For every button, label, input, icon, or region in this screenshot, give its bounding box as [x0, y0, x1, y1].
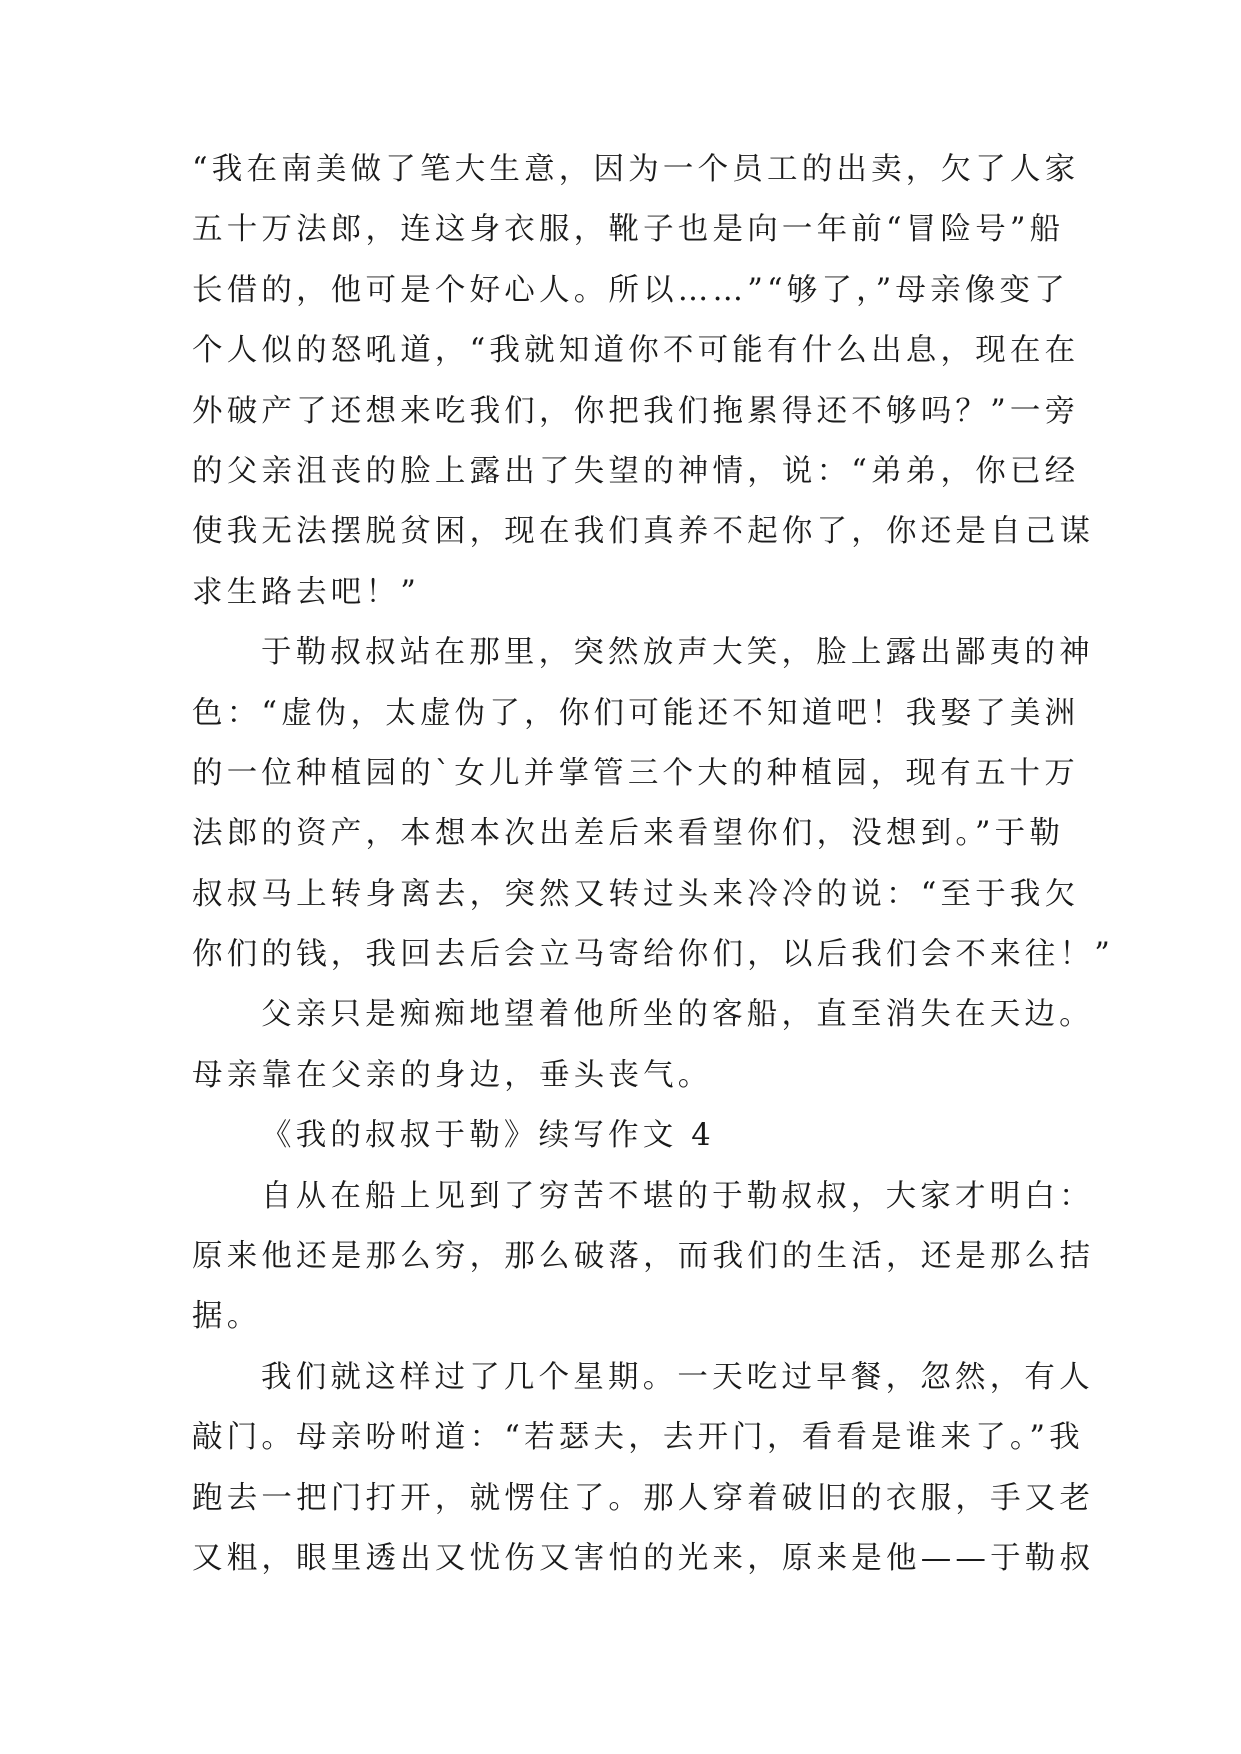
text-line: 敲门。母亲吩咐道：“若瑟夫，去开门，看看是谁来了。”我: [192, 1420, 1084, 1456]
text-line: 你们的钱，我回去后会立马寄给你们，以后我们会不来往！”: [192, 937, 1114, 973]
text-line: 母亲靠在父亲的身边，垂头丧气。: [192, 1057, 713, 1093]
text-line: 跑去一把门打开，就愣住了。那人穿着破旧的衣服，手又老: [192, 1480, 1095, 1516]
text-line: 的一位种植园的`女儿并掌管三个大的种植园，现有五十万: [192, 755, 1079, 791]
text-line: 长借的，他可是个好心人。所以……”“够了，”母亲像变了: [192, 272, 1069, 308]
text-line: 原来他还是那么穷，那么破落，而我们的生活，还是那么拮: [192, 1239, 1095, 1275]
paragraph-2: [192, 623, 1114, 985]
text-line: “我在南美做了笔大生意，因为一个员工的出卖，欠了人家: [192, 152, 1080, 187]
text-line: 外破产了还想来吃我们，你把我们拖累得还不够吗？”一旁: [192, 393, 1080, 429]
section-heading: [192, 1106, 1054, 1166]
text-line: 叔叔马上转身离去，突然又转过头来冷冷的说：“至于我欠: [192, 876, 1080, 912]
text-line: 父亲只是痴痴地望着他所坐的客船，直至消失在天边。: [261, 997, 1094, 1033]
text-line: 据。: [192, 1299, 262, 1335]
text-line: 使我无法摆脱贫困，现在我们真养不起你了，你还是自己谋: [192, 514, 1095, 550]
heading-line: 《我的叔叔于勒》续写作文 4: [261, 1118, 715, 1154]
paragraph-5: [192, 1348, 1095, 1590]
text-line: 求生路去吧！”: [192, 574, 420, 610]
text-line: 的父亲沮丧的脸上露出了失望的神情，说：“弟弟，你已经: [192, 453, 1080, 489]
text-line: 又粗，眼里透出又忧伤又害怕的光来，原来是他——于勒叔: [192, 1540, 1095, 1576]
document-page: [192, 140, 1114, 1589]
text-line: 自从在船上见到了穷苦不堪的于勒叔叔，大家才明白：: [261, 1178, 1094, 1214]
paragraph-4: [192, 1167, 1095, 1348]
paragraph-1: [192, 140, 1095, 623]
text-line: 于勒叔叔站在那里，突然放声大笑，脸上露出鄙夷的神: [261, 635, 1094, 671]
text-line: 我们就这样过了几个星期。一天吃过早餐，忽然，有人: [261, 1359, 1094, 1395]
text-line: 五十万法郎，连这身衣服，靴子也是向一年前“冒险号”船: [192, 212, 1065, 248]
text-line: 色：“虚伪，太虚伪了，你们可能还不知道吧！我娶了美洲: [192, 695, 1080, 731]
paragraph-3: [192, 985, 1094, 1106]
text-line: 个人似的怒吼道，“我就知道你不可能有什么出息，现在在: [192, 333, 1080, 369]
text-line: 法郎的资产，本想本次出差后来看望你们，没想到。”于勒: [192, 816, 1065, 852]
